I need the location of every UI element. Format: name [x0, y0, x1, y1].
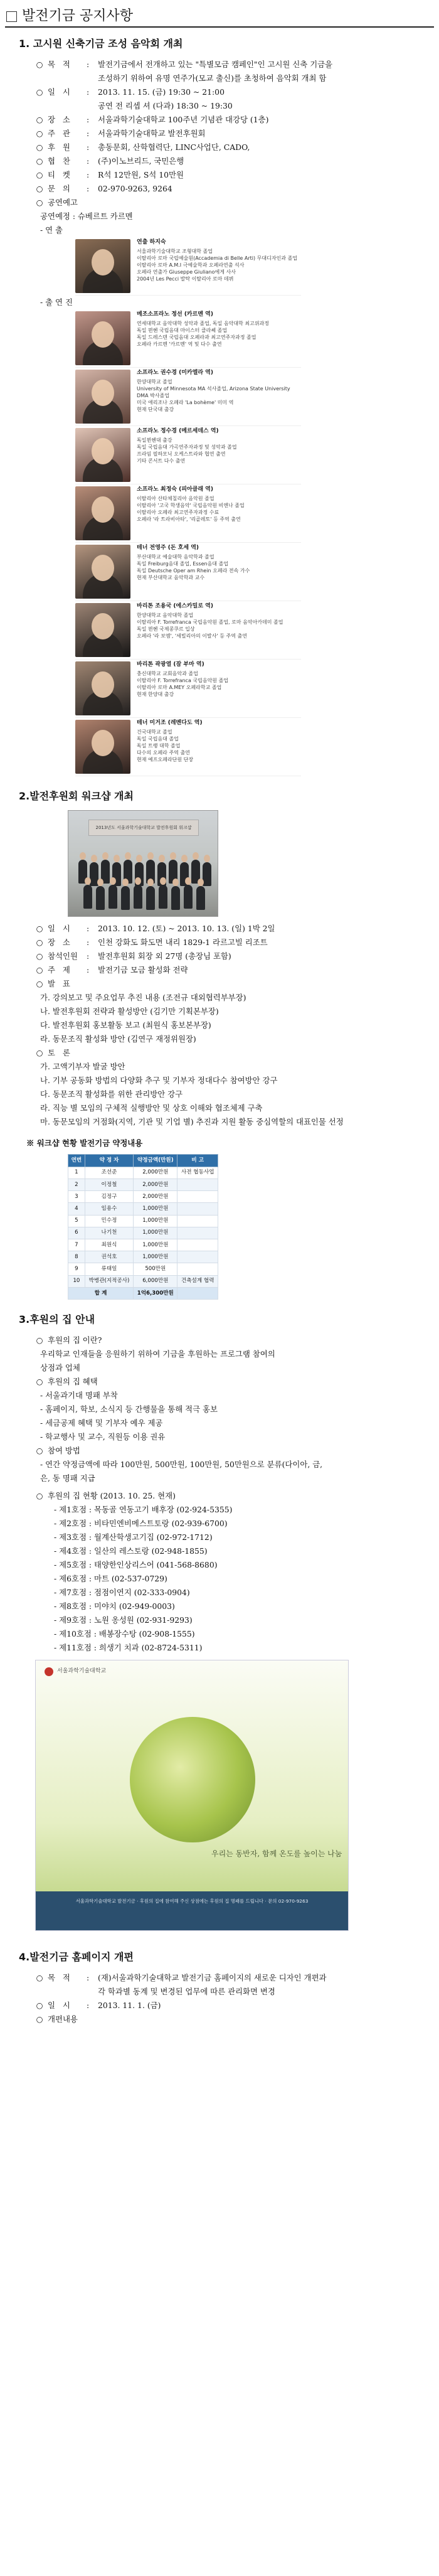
list-item: - 제11호점 : 희생기 치과 (02-8724-5311): [54, 1643, 203, 1653]
table-row: 1 조선준 2,000만원 사전 협동사업: [68, 1167, 218, 1178]
performer-card: 테너 미거조 (레멘다도 역) 건국대학교 졸업 독일 국립음대 졸업 독일 트랭 대학 졸업 다수의 오페라 주역 출연 현재 예프오페라단원 단장: [75, 718, 301, 776]
list-item: - 제7호점 : 점점이연지 (02-333-0904): [54, 1588, 190, 1598]
university-logo: 서울과학기술대학교: [45, 1667, 106, 1677]
table-row: 4 임용수 1,000만원: [68, 1203, 218, 1215]
info-row: ○ 장 소 : 인천 강화도 화도면 내리 1829-1 라르고빌 리조트: [36, 938, 268, 947]
table-total-row: 합 계 1억6,300만원: [68, 1287, 218, 1299]
sponsor-pamphlet: [35, 1660, 349, 1931]
info-row: ○ 목 적 : (재)서울과학기술대학교 발전기금 홈페이지의 새로운 디자인 개편과: [36, 1973, 327, 1983]
workshop-banner: 2013년도 서울과학기술대학교 발전후원회 워크샵: [88, 820, 199, 836]
info-row: ○ 문 의 : 02-970-9263, 9264: [36, 184, 172, 193]
section-title-workshop: 2.발전후원회 워크샵 개최: [19, 790, 134, 802]
table-row: 2 이정철 2,000만원: [68, 1178, 218, 1190]
info-row: ○ 일 시 : 2013. 11. 1. (금): [36, 2001, 161, 2011]
performer-card: 바리톤 조용국 (에스카밀로 역) 한양대학교 음악대학 졸업 이탈리아 F. Torrefranca 국립음악원 졸업, 로마 음악아카데미 졸업 독일 뮌헨 국제콩쿠르 입상 오페라 '라 보엠', '세빌리아의 이발사' 등 주역 출연: [75, 601, 301, 660]
info-row: ○ 목 적 : 발전기금에서 전개하고 있는 "특별모금 캠페인"인 고시원 신축 기금을: [36, 60, 333, 69]
table-header: 연번 약 정 자 약정금액(만원) 비 고: [68, 1154, 218, 1167]
section-title-sponsor-house: 3.후원의 집 안내: [19, 1313, 95, 1326]
list-item: - 제6호점 : 마트 (02-537-0729): [54, 1574, 167, 1584]
info-row: ○ 협 찬 : (주)이노브리드, 국민은행: [36, 156, 184, 166]
info-row: 조성하기 위하여 유명 연주가(모교 출신)를 초청하여 음악회 개최 함: [98, 73, 327, 83]
list-item: - 제5호점 : 태양한인상리스어 (041-568-8680): [54, 1560, 218, 1570]
checkbox-icon: [6, 11, 17, 22]
table-row: 5 민수정 1,000만원: [68, 1215, 218, 1227]
table-row: 8 권석호 1,000만원: [68, 1251, 218, 1263]
performer-card: 소프라노 정수경 (메르세데스 역) 독일뮌헨대 출강 독일 국립음대 가곡연주자과정 및 성악과 졸업 프라임 필하모닉 오케스트라와 협연 출연 기타 콘서트 다수 출연: [75, 426, 301, 484]
info-row: 공연 전 리셉 셔 (다과) 18:30 ~ 19:30: [98, 101, 233, 110]
table-row: 9 류태일 500만원: [68, 1263, 218, 1275]
performer-photo: [75, 370, 130, 424]
list-item: - 제8호점 : 미야치 (02-949-0003): [54, 1601, 175, 1611]
logo-icon: [45, 1667, 53, 1676]
table-row: 10 박병관(지적공사) 6,000만원 건축설계 협력: [68, 1275, 218, 1287]
info-row: ○ 장 소 : 서울과학기술대학교 100주년 기념관 대강당 (1층): [36, 115, 269, 124]
info-row: 각 학과별 동계 및 변경된 업무에 따른 관리화면 변경: [98, 1987, 275, 1997]
performer-photo: [75, 239, 130, 293]
performer-photo: [75, 720, 130, 774]
info-row: ○ 주 제 : 발전기금 모금 활성화 전략: [36, 965, 188, 975]
table-row: 3 김정구 2,000만원: [68, 1191, 218, 1203]
pledge-table: [68, 1154, 218, 1300]
sponsor-house-info: ○ 후원의 집 이란? 우리학교 인재들을 응원하기 위하여 기금을 후원하는 프로그램 참여의 상점과 업체 ○ 후원의 집 혜택 - 서울과기대 명패 부착 - 홈페이지, 학보, 소식지 등 간행물을 통해 적극 홍보 - 세금공제 혜택 및 기부자 예우 제공 - 학교행사 및 교수, 직원등 이용 권유 ○ 참여 방법 - 연간 약정금액에 따라 100만원, 500만원, 100만원, 50만원으로 분류(다이아, 금, 은, 동 명패 지급 ○ 후원의 집 현황 (2013. 10. 25. 현재) - 제1호점 : 목동골 연동고기 배후장 (02-924-5355) - 제2호점 : 비타민엔비메스트토랑 (02-939-6700) - 제3호점 : 월계산학생고기집 (02-972-1712) - 제4호점 : 일산의 레스토랑 (02-948-1855) - 제5호점 : 태양한인상리스어 (041-568-8680) - 제6호점 : 마트 (02-537-0729) - 제7호점 : 점점이연지 (02-333-0904) - 제8호점 : 미야치 (02-949-0003) - 제9호점 : 노원 옹성원 (02-931-9293) - 제10호점 : 배봉장수탕 (02-908-1555) - 제11호점 : 희생기 치과 (02-8724-5311): [35, 1333, 434, 1655]
performer-card: 연출 하지숙 서울과학기술대학교 조형대학 졸업 이탈리아 로마 국립예술원(Accademia di Belle Arti) 무대디자인과 졸업 이탈리아 로마 A.M.I 극예술학과 오페라연출 석사 오페라 연출가 Giuseppe Giuliano에게 사사 2004년 Les Pecci 발탁 이탈리아 로마 데뷔: [75, 237, 301, 296]
section-title-concert: 1. 고시원 신축기금 조성 음악회 개최: [19, 38, 183, 50]
list-item: - 제10호점 : 배봉장수탕 (02-908-1555): [54, 1629, 195, 1639]
table-row: 6 나기천 1,000만원: [68, 1227, 218, 1239]
list-item: - 제4호점 : 일산의 레스토랑 (02-948-1855): [54, 1546, 208, 1556]
performer-list: [75, 237, 301, 296]
table-row: 7 최원식 1,000만원: [68, 1239, 218, 1251]
section-title-homepage: 4.발전기금 홈페이지 개편: [19, 1951, 134, 1964]
leaf-illustration: [130, 1717, 255, 1842]
info-row: ○ 참석인원 : 발전후원회 회장 외 27명 (총장님 포함): [36, 951, 231, 961]
concert-info: [35, 58, 434, 237]
performer-photo: [75, 661, 130, 715]
performer-card: 소프라노 권수경 (미카엘라 역) 한양대학교 졸업 University of Minnesota MA 석사졸업, Arizona State University DMA 박사졸업 미국 애리조나 오페라 'La bohème' 미미 역 현재 단국대 출강: [75, 368, 301, 426]
workshop-photo: [68, 810, 218, 917]
performer-card: 소프라노 최정숙 (피아클래 역) 이탈리아 산타체칠리아 음악원 졸업 이탈리아 '고국 학생음악' 국립음악원 비엔나 졸업 이탈리아 오페라 최고연주자과정 수료 오페라 '라 트라비아타', '리골레토' 등 주역 출연: [75, 484, 301, 543]
performer-list: [75, 309, 301, 776]
list-item: - 제9호점 : 노원 옹성원 (02-931-9293): [54, 1615, 193, 1625]
performer-card: 테너 전영주 (돈 호세 역) 부산대학교 예술대학 음악학과 졸업 독일 Freiburg음대 졸업, Essen음대 졸업 독일 Deutsche Oper am Rhein 오페라 전속 가수 현재 부산대학교 음악학과 교수: [75, 543, 301, 601]
pamphlet-quote: 우리는 동반자, 함께 온도를 높이는 나눔: [211, 1849, 342, 1859]
pledge-note: ※ 워크샵 현황 발전기금 약정내용: [26, 1138, 143, 1148]
cast-label: - 출 연 진: [40, 297, 73, 307]
performer-photo: [75, 545, 130, 599]
info-row: ○ 발 표: [36, 979, 73, 988]
performer-photo: [75, 311, 130, 365]
info-row: ○ 토 론: [36, 1048, 73, 1057]
pamphlet-footer: 서울과학기술대학교 발전기금 · 후원의 집에 참여해 주신 상점에는 후원의 집 명패를 드립니다 · 문의 02-970-9263: [36, 1891, 348, 1930]
info-row: ○ 티 켓 : R석 12만원, S석 10만원: [36, 170, 184, 179]
notice-title: 발전기금 공지사항: [22, 8, 134, 24]
info-row: ○ 주 관 : 서울과학기술대학교 발전후원회: [36, 129, 206, 138]
performer-card: 바리톤 곽광열 (잠 부마 역) 충신대학교 교회음악과 졸업 이탈리아 F. Torrefranca 국립음악원 졸업 이탈리아 로마 A.MEY 오페라학교 졸업 현재 한양대 출강: [75, 660, 301, 718]
list-item: - 제1호점 : 목동골 연동고기 배후장 (02-924-5355): [54, 1505, 233, 1515]
info-row: ○ 개편내용: [36, 2014, 78, 2024]
program-sub: 공연예정 : 슈베르트 카르멘: [40, 211, 133, 221]
info-row: ○ 후 원 : 총동문회, 산학협력단, LINC사업단, CADO,: [36, 142, 250, 152]
notice-header: [5, 6, 434, 28]
performer-photo: [75, 428, 130, 482]
workshop-info: ○ 일 시 : 2013. 10. 12. (토) ~ 2013. 10. 13. (일) 1박 2일 ○ 장 소 : 인천 강화도 화도면 내리 1829-1 라르고빌 리조트 ○ 참석인원 : 발전후원회 회장 외 27명 (총장님 포함) ○ 주 제 : 발전기금 모금 활성화 전략 ○ 발 표 가. 강의보고 및 주요업무 추진 내용 (조전규 대외협력부부장) 나. 발전후원회 전략과 활성방안 (김기만 기획본부장) 다. 발전후원회 홍보활동 보고 (최원식 홍보본부장) 라. 동문조직 활성화 방안 (김연구 재정위원장) ○ 토 론 가. 고액기부자 발굴 방안 나. 기부 공동화 방법의 다양화 추구 및 기부자 정대다수 참여방안 강구 다. 동문조직 활성화를 위한 관리방안 강구 라. 직능 별 모임의 구체적 실행방안 및 상호 이해와 협조체제 구축 마. 동문모임의 거점화(지역, 기관 및 기업 별) 추진과 지원 활동 중심역할의 대표인물 선정: [35, 922, 434, 1129]
list-item: - 제2호점 : 비타민엔비메스트토랑 (02-939-6700): [54, 1519, 228, 1529]
lead-label: - 연 출: [40, 225, 63, 235]
info-row: ○ 공연예고: [36, 198, 78, 207]
performer-photo: [75, 486, 130, 540]
group-people: [75, 841, 213, 910]
performer-card: 메조소프라노 정선 (카르멘 역) 연세대학교 음악대학 성악과 졸업, 독일 음악대학 최고위과정 독일 뮌헨 국립음대 마이스터 클라쎄 졸업 독일 드레스덴 국립음대 오페라과 최고연주자과정 졸업 오페라 카르멘 '카르멘' 역 및 다수 출연: [75, 309, 301, 368]
info-row: ○ 일 시 : 2013. 11. 15. (금) 19:30 ~ 21:00: [36, 87, 225, 97]
homepage-info: [35, 1971, 434, 2026]
list-item: - 제3호점 : 월계산학생고기집 (02-972-1712): [54, 1532, 213, 1542]
performer-photo: [75, 603, 130, 657]
info-row: ○ 일 시 : 2013. 10. 12. (토) ~ 2013. 10. 13. (일) 1박 2일: [36, 924, 275, 933]
